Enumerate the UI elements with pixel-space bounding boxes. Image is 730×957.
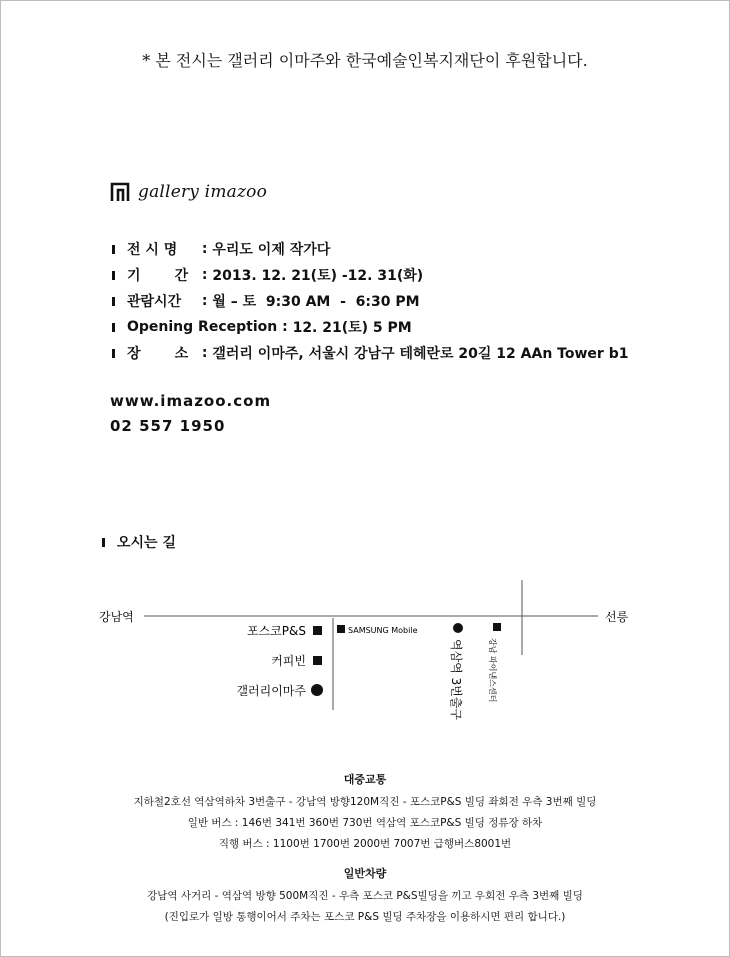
info-row-period (110, 262, 628, 288)
info-colon: : (197, 345, 213, 361)
route-map (0, 575, 730, 745)
website-link[interactable]: www.imazoo.com (110, 392, 272, 410)
car-route: 강남역 사거리 - 역삼역 방향 500M직진 - 우측 포스코 P&S빌딩을 끼고 우회전 우측 3번째 빌딩 (147, 890, 583, 902)
phone-number: 02 557 1950 (110, 417, 226, 435)
public-transit-title-text: 대중교통 (343, 773, 387, 786)
map-label-gallery: 갤러리이마주 (236, 684, 306, 698)
info-row-opening (110, 314, 628, 340)
gallery-logo (110, 182, 267, 202)
gallery-marker-icon (311, 684, 323, 696)
info-row-hours (110, 288, 628, 314)
contact-block (110, 389, 271, 439)
gallery-logo-icon (110, 182, 130, 202)
route-title-text: 오시는 길 (117, 535, 176, 551)
route-section-title (100, 532, 176, 552)
info-label: 기 간 (127, 268, 189, 284)
logo-text: gallery imazoo (138, 182, 268, 202)
car-parking-note: (진입로가 일방 통행이어서 주차는 포스코 P&S 빌딩 주차장을 이용하시면 편리 합니다.) (164, 911, 566, 923)
coffee-marker-icon (313, 656, 322, 665)
info-value: 우리도 이제 작가다 (212, 242, 331, 258)
exhibition-info (110, 236, 628, 366)
map-label-exit: 역삼역 3번출구 (449, 639, 463, 721)
bullet-icon (112, 271, 115, 280)
info-label: 전 시 명 (127, 242, 178, 258)
info-value: 갤러리 이마주, 서울시 강남구 테헤란로 20길 12 AAn Tower b1 (212, 346, 629, 362)
subway-directions: 지하철2호선 역삼역하차 3번출구 - 강남역 방향120M직진 - 포스코P&S 빌딩 좌회전 우측 3번째 빌딩 (133, 796, 597, 808)
bus-general: 일반 버스 : 146번 341번 360번 730번 역삼역 포스코P&S 빌딩 정류장 하차 (187, 817, 543, 829)
info-row-venue (110, 340, 628, 366)
info-colon: : (197, 241, 213, 257)
map-label-posco: 포스코P&S (247, 624, 306, 638)
bullet-icon (112, 349, 115, 358)
info-value: 월 – 토 9:30 AM - 6:30 PM (212, 294, 420, 310)
station-exit-marker-icon (453, 623, 463, 633)
bullet-icon (112, 297, 115, 306)
info-colon: : (197, 293, 213, 309)
posco-marker-icon (313, 626, 322, 635)
info-value: 12. 21(토) 5 PM (287, 320, 412, 336)
map-label-coffee: 커피빈 (271, 654, 306, 668)
info-label: 장 소 (127, 346, 189, 362)
info-value: 2013. 12. 21(토) -12. 31(화) (212, 268, 424, 284)
info-colon: : (277, 319, 288, 335)
samsung-marker-icon (337, 625, 345, 633)
info-colon: : (197, 267, 213, 283)
map-label-gangnam: 강남역 (99, 610, 134, 624)
info-label: Opening Reception (127, 319, 278, 335)
bullet-icon (102, 538, 105, 547)
bullet-icon (112, 245, 115, 254)
finance-center-marker-icon (493, 623, 501, 631)
public-transit-title (0, 771, 730, 787)
bus-express: 직행 버스 : 1100번 1700번 2000번 7007번 급행버스8001번 (218, 838, 512, 850)
sponsor-note: * 본 전시는 갤러리 이마주와 한국예술인복지재단이 후원합니다. (142, 51, 588, 70)
map-label-finance: 강남 파이낸스센터 (488, 638, 497, 703)
bullet-icon (112, 323, 115, 332)
info-label: 관람시간 (127, 294, 182, 310)
info-row-title (110, 236, 628, 262)
map-label-samsung: SAMSUNG Mobile (348, 626, 418, 635)
map-label-seolleung: 선릉 (605, 610, 629, 624)
car-title-text: 일반차량 (343, 867, 387, 880)
car-title (0, 865, 730, 881)
